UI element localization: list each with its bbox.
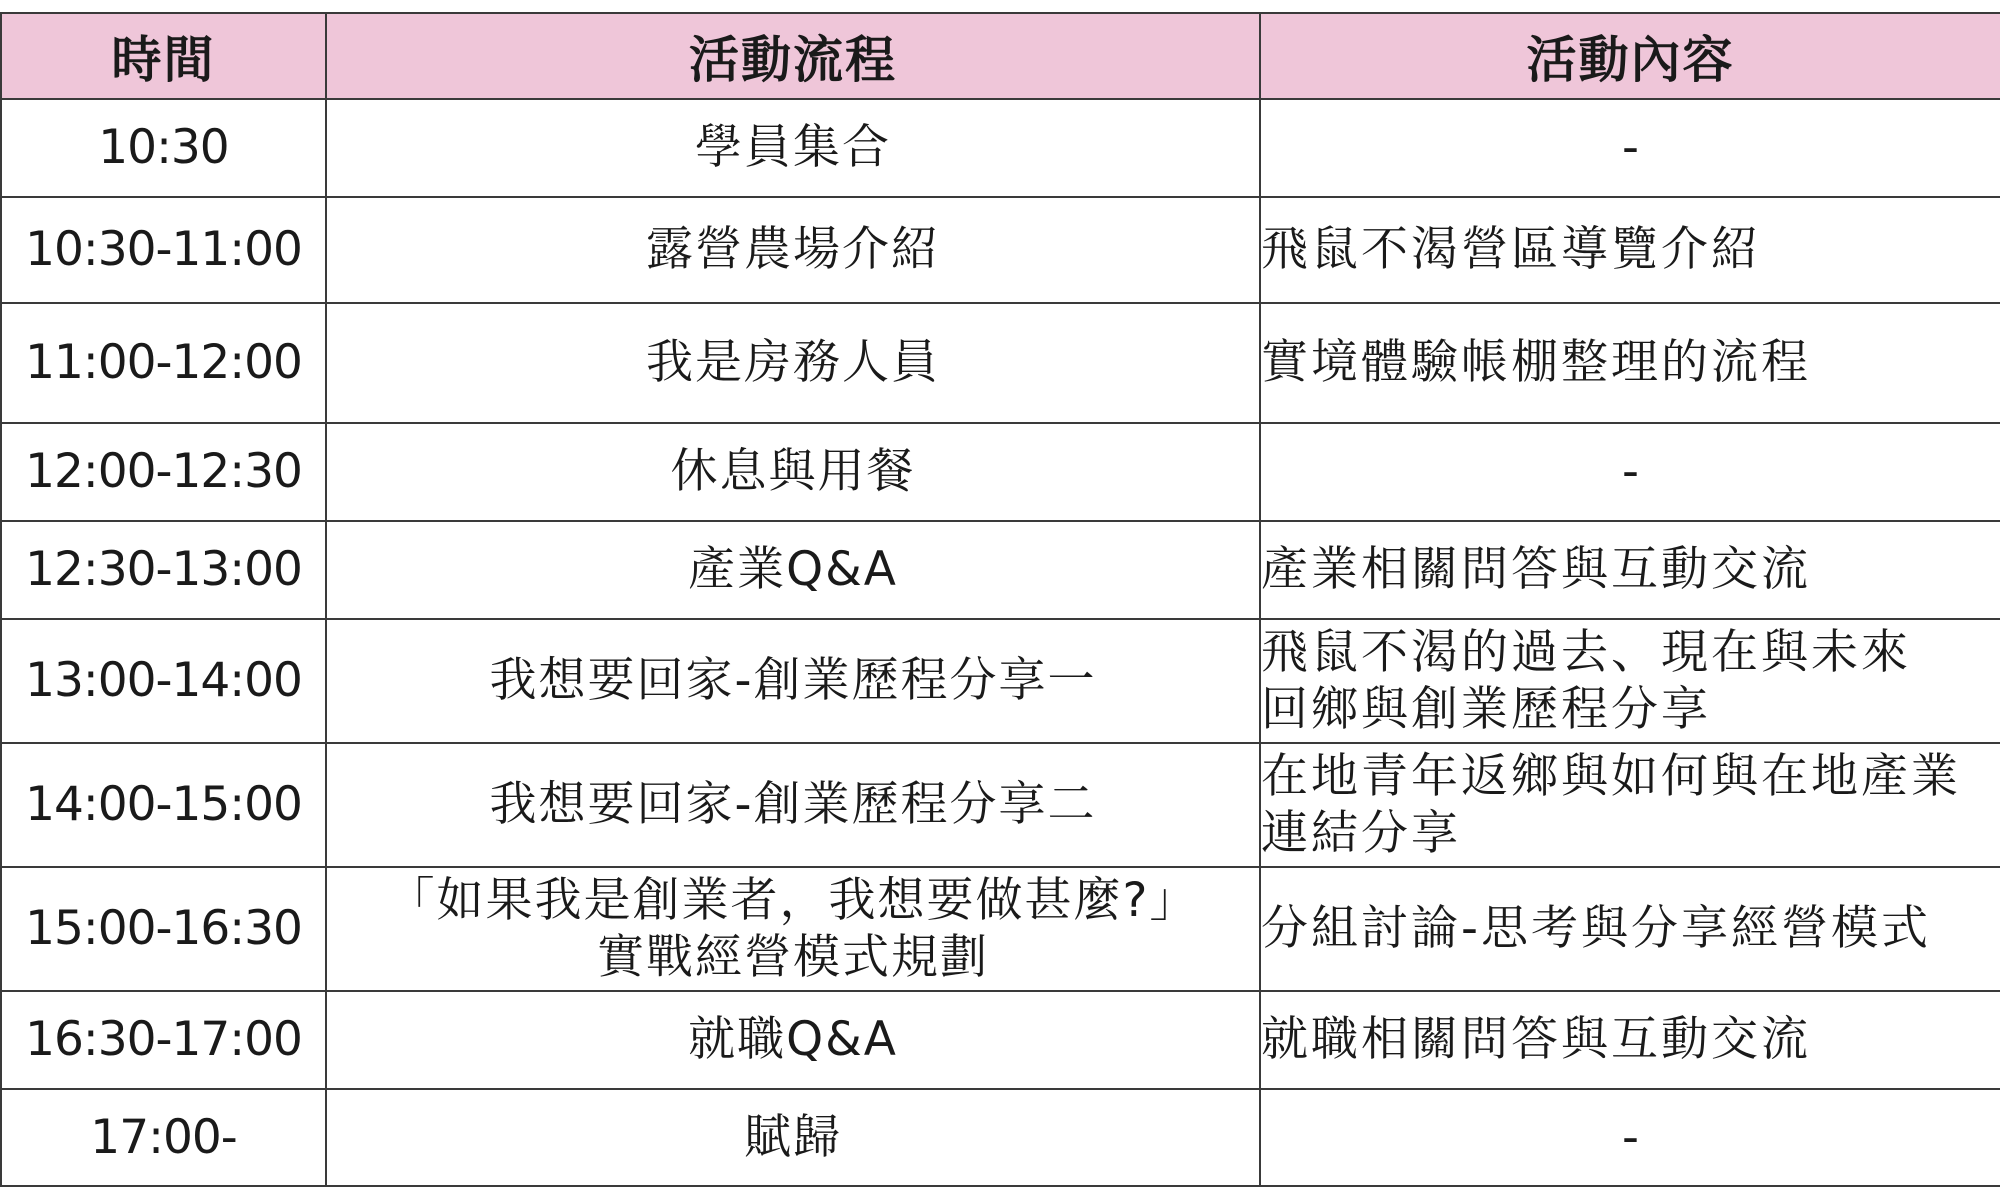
flow-line: 休息與用餐: [670, 444, 916, 500]
time-cell: 10:30: [1, 99, 326, 197]
content-line: -: [1622, 444, 1639, 500]
flow-cell: [326, 423, 1260, 521]
time-cell: 10:30-11:00: [1, 197, 326, 303]
flow-cell: [326, 743, 1260, 867]
time-cell: 14:00-15:00: [1, 743, 326, 867]
schedule-table: [0, 12, 2000, 1187]
content-line: 就職相關問答與互動交流: [1261, 1012, 1811, 1068]
table-row: [1, 303, 2000, 423]
flow-line: 產業Q&A: [688, 542, 898, 598]
flow-line: 實戰經營模式規劃: [597, 930, 989, 985]
content-line: 產業相關問答與互動交流: [1261, 542, 1811, 598]
flow-cell: [326, 99, 1260, 197]
flow-cell: [326, 619, 1260, 743]
table-row: [1, 99, 2000, 197]
content-line: 在地青年返鄉與如何與在地產業: [1261, 748, 1961, 804]
table-row: [1, 521, 2000, 619]
time-cell: 12:00-12:30: [1, 423, 326, 521]
flow-cell: [326, 1089, 1260, 1186]
flow-line: 「如果我是創業者，我想要做甚麼?」: [387, 872, 1199, 928]
flow-line: 就職Q&A: [688, 1012, 898, 1068]
content-line: -: [1622, 120, 1639, 176]
flow-line: 學員集合: [695, 120, 891, 176]
table-header-row: [1, 13, 2000, 99]
content-line: 分組討論-思考與分享經營模式: [1261, 901, 1931, 957]
content-cell: [1260, 991, 2000, 1089]
flow-line: 我想要回家-創業歷程分享二: [489, 777, 1097, 833]
flow-cell: [326, 521, 1260, 619]
content-line: -: [1622, 1109, 1639, 1165]
flow-line: 我是房務人員: [646, 335, 940, 391]
time-cell: 13:00-14:00: [1, 619, 326, 743]
time-cell: 16:30-17:00: [1, 991, 326, 1089]
content-line: 實境體驗帳棚整理的流程: [1261, 335, 1811, 391]
table-row: [1, 197, 2000, 303]
content-line: 連結分享: [1261, 806, 1461, 861]
content-cell: [1260, 743, 2000, 867]
content-cell: [1260, 423, 2000, 521]
content-cell: [1260, 867, 2000, 991]
flow-cell: [326, 303, 1260, 423]
time-cell: 15:00-16:30: [1, 867, 326, 991]
content-cell: [1260, 197, 2000, 303]
header-activity-flow: 活動流程: [326, 13, 1260, 99]
content-line: 飛鼠不渴營區導覽介紹: [1261, 222, 1761, 278]
table-row: [1, 867, 2000, 991]
table-row: [1, 1089, 2000, 1186]
content-line: 回鄉與創業歷程分享: [1261, 682, 1711, 737]
table-row: [1, 991, 2000, 1089]
content-cell: [1260, 619, 2000, 743]
content-cell: [1260, 303, 2000, 423]
flow-cell: [326, 197, 1260, 303]
flow-line: 賦歸: [744, 1109, 842, 1165]
flow-cell: [326, 991, 1260, 1089]
flow-line: 我想要回家-創業歷程分享一: [489, 653, 1097, 709]
content-line: 飛鼠不渴的過去、現在與未來: [1261, 624, 1911, 680]
time-cell: 11:00-12:00: [1, 303, 326, 423]
time-cell: 12:30-13:00: [1, 521, 326, 619]
time-cell: 17:00-: [1, 1089, 326, 1186]
content-cell: [1260, 1089, 2000, 1186]
table-row: [1, 743, 2000, 867]
table-row: [1, 423, 2000, 521]
schedule-table-container: [0, 12, 2000, 1187]
content-cell: [1260, 521, 2000, 619]
table-row: [1, 619, 2000, 743]
flow-line: 露營農場介紹: [646, 222, 940, 278]
flow-cell: [326, 867, 1260, 991]
header-time: 時間: [1, 13, 326, 99]
header-activity-content: 活動內容: [1260, 13, 2000, 99]
content-cell: [1260, 99, 2000, 197]
